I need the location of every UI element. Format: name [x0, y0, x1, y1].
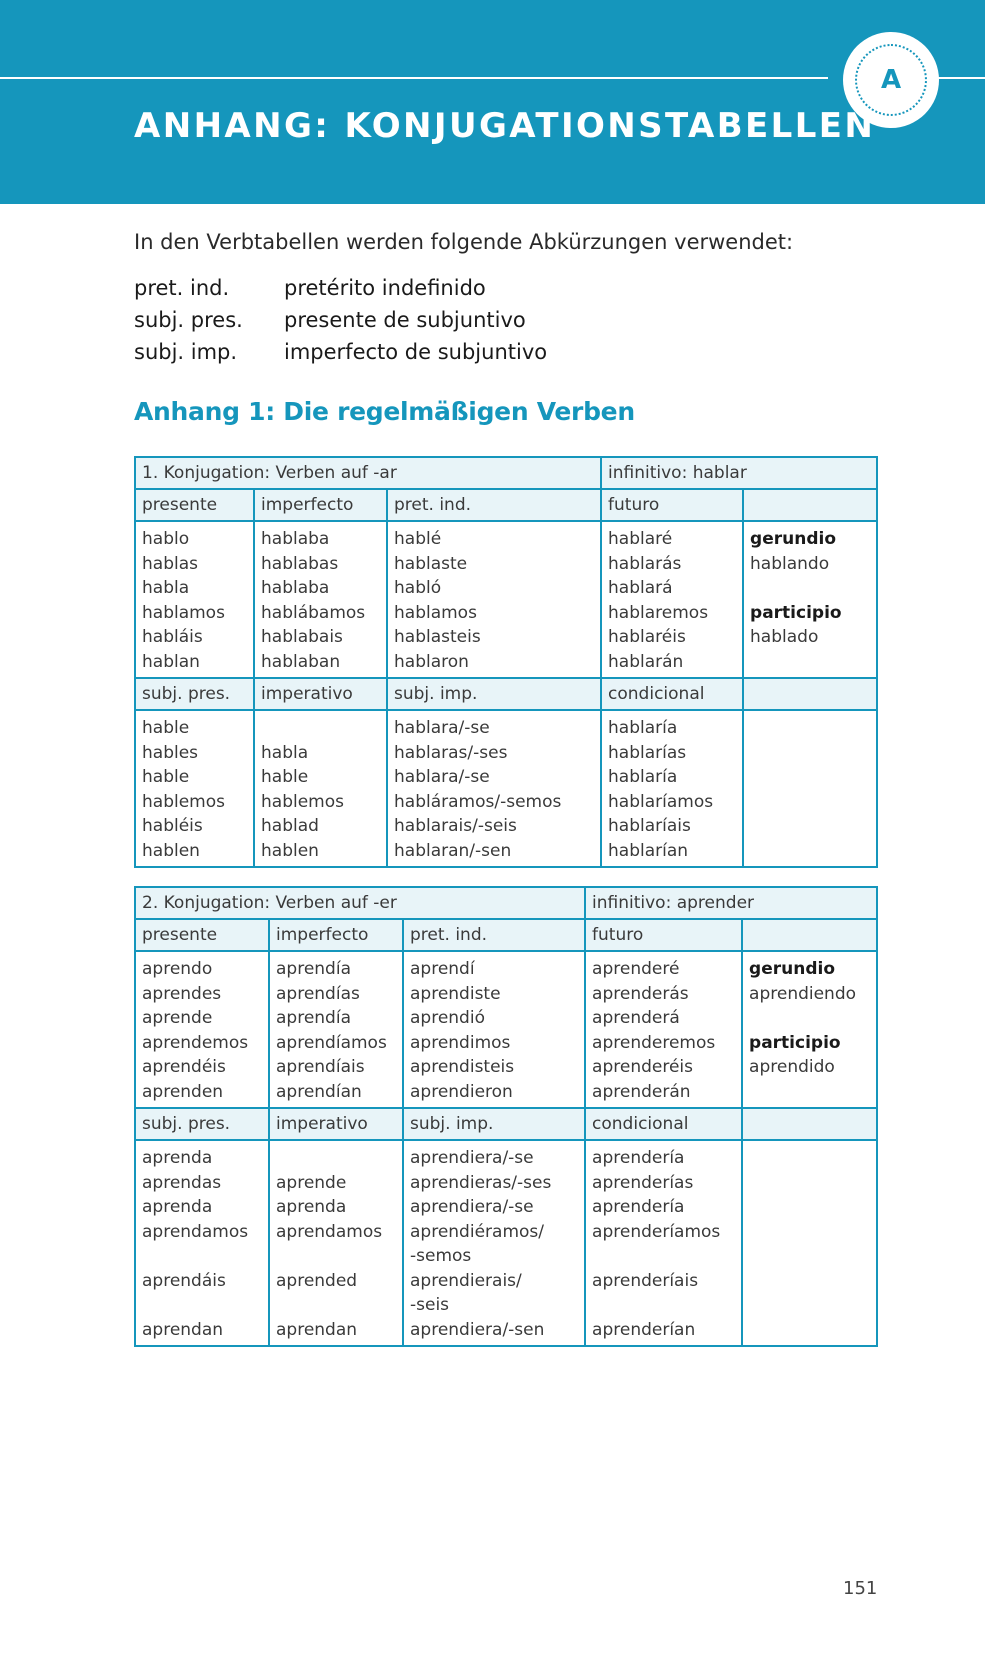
verb-form: hablan	[142, 651, 200, 672]
abbreviation-value: imperfecto de subjuntivo	[284, 340, 548, 364]
forms-cell	[135, 951, 269, 1108]
tense-header: imperativo	[269, 1108, 403, 1140]
verb-form: aprendisteis	[410, 1057, 515, 1077]
verb-form: aprende	[276, 1172, 347, 1193]
form-label: gerundio	[749, 959, 835, 979]
verb-form: aprended	[276, 1270, 358, 1291]
verb-form: aprenderían	[592, 1319, 696, 1340]
table-title: 2. Konjugation: Verben auf -er	[135, 887, 585, 919]
abbreviation-row	[134, 340, 834, 372]
verb-form: aprendáis	[142, 1270, 226, 1291]
verb-form: aprendería	[592, 1148, 685, 1168]
abbreviation-row	[134, 308, 834, 340]
forms-cell	[254, 710, 387, 867]
verb-form: aprendía	[276, 959, 351, 979]
verb-form: aprenderías	[592, 1172, 694, 1193]
verb-form: aprenda	[276, 1197, 347, 1217]
forms-cell	[135, 1140, 269, 1346]
verb-form: aprendo	[142, 959, 213, 979]
tense-header-row	[135, 919, 877, 951]
verb-form: hable	[142, 767, 190, 787]
verb-form	[276, 1146, 396, 1171]
form-label: participio	[749, 1032, 841, 1053]
verb-form: aprendamos	[142, 1221, 249, 1242]
verb-form: hables	[142, 742, 199, 763]
verb-form: hablando	[750, 553, 830, 574]
verb-form: -semos	[410, 1246, 472, 1266]
verb-form	[276, 1293, 396, 1318]
forms-row	[135, 710, 877, 867]
verb-form: hablara/-se	[394, 767, 490, 787]
verb-form	[749, 1006, 870, 1031]
forms-cell	[269, 951, 403, 1108]
verb-form: hablaban	[261, 651, 341, 672]
tense-header	[743, 489, 877, 521]
verb-form: hablarían	[608, 840, 689, 861]
forms-cell	[403, 1140, 585, 1346]
verb-form: aprendiste	[410, 983, 501, 1004]
verb-form: -seis	[410, 1295, 450, 1315]
banner-rule	[0, 77, 828, 79]
verb-form: aprendemos	[142, 1032, 249, 1053]
tense-header: subj. imp.	[403, 1108, 585, 1140]
verb-form: aprenderás	[592, 983, 689, 1004]
verb-form: aprendíamos	[276, 1032, 387, 1053]
verb-form: aprendas	[142, 1172, 222, 1193]
verb-form: aprendían	[276, 1081, 362, 1102]
verb-form: aprendimos	[410, 1032, 511, 1053]
tense-header: subj. pres.	[135, 678, 254, 710]
forms-row	[135, 521, 877, 678]
verb-form: hablaréis	[608, 627, 686, 647]
tense-header	[743, 678, 877, 710]
verb-form: aprenda	[142, 1148, 213, 1168]
tense-header: imperfecto	[254, 489, 387, 521]
verb-form: hablas	[142, 553, 198, 574]
abbreviation-key: pret. ind.	[134, 276, 230, 300]
forms-row	[135, 1140, 877, 1346]
verb-form: aprendiera/-se	[410, 1148, 534, 1168]
verb-form	[261, 716, 380, 741]
verb-form	[592, 1293, 735, 1318]
tense-header: condicional	[601, 678, 743, 710]
verb-form	[592, 1244, 735, 1269]
verb-form: aprende	[142, 1008, 213, 1028]
tense-header	[742, 919, 877, 951]
verb-form: aprendéis	[142, 1057, 226, 1077]
forms-cell	[403, 951, 585, 1108]
verb-form: hablaremos	[608, 602, 709, 623]
forms-cell	[135, 521, 254, 678]
form-label: participio	[750, 602, 842, 623]
verb-form: hablaste	[394, 553, 468, 574]
verb-form: hablaba	[261, 529, 330, 549]
verb-form: aprenderé	[592, 959, 680, 979]
banner-rule-right	[938, 77, 985, 79]
tense-header: subj. imp.	[387, 678, 601, 710]
table-title-row	[135, 457, 877, 489]
abbreviation-list	[134, 276, 834, 372]
verb-form: hablasteis	[394, 627, 481, 647]
forms-cell	[135, 710, 254, 867]
verb-form: aprendierais/	[410, 1270, 522, 1291]
verb-form: aprendió	[410, 1008, 485, 1028]
form-label: gerundio	[750, 529, 836, 549]
tense-header: presente	[135, 489, 254, 521]
forms-cell	[742, 951, 877, 1108]
verb-form: aprendamos	[276, 1221, 383, 1242]
tense-header: imperfecto	[269, 919, 403, 951]
tense-header: futuro	[585, 919, 742, 951]
forms-cell	[585, 1140, 742, 1346]
tense-header	[742, 1108, 877, 1140]
section-heading: Anhang 1: Die regelmäßigen Verben	[134, 397, 635, 426]
forms-cell	[743, 710, 877, 867]
tense-header: futuro	[601, 489, 743, 521]
abbreviation-key: subj. pres.	[134, 308, 243, 332]
page-title: ANHANG: KONJUGATIONSTABELLEN	[134, 106, 876, 146]
forms-cell	[269, 1140, 403, 1346]
verb-form	[750, 576, 870, 601]
tense-header: condicional	[585, 1108, 742, 1140]
verb-form: habléis	[142, 816, 203, 836]
verb-form: aprenderíamos	[592, 1221, 721, 1242]
verb-form: aprendieron	[410, 1081, 513, 1102]
verb-form: hablarías	[608, 742, 687, 763]
table-infinitive: infinitivo: hablar	[601, 457, 877, 489]
verb-form	[276, 1244, 396, 1269]
verb-form: hablaran/-sen	[394, 840, 512, 861]
verb-form: hablarás	[608, 553, 682, 574]
verb-form: hablaría	[608, 767, 678, 787]
tense-header: subj. pres.	[135, 1108, 269, 1140]
verb-form: hable	[261, 767, 309, 787]
verb-form: aprendes	[142, 983, 222, 1004]
table-title-row	[135, 887, 877, 919]
verb-form: aprendiéramos/	[410, 1221, 544, 1242]
verb-form: aprendería	[592, 1197, 685, 1217]
abbreviation-value: presente de subjuntivo	[284, 308, 526, 332]
verb-form: hablaría	[608, 718, 678, 738]
verb-form: aprendíais	[276, 1057, 365, 1077]
verb-form: aprendido	[749, 1057, 835, 1077]
verb-form: aprendiendo	[749, 983, 857, 1004]
verb-form: aprendiera/-sen	[410, 1319, 545, 1340]
verb-form: aprendieras/-ses	[410, 1172, 552, 1193]
verb-form: aprenderéis	[592, 1057, 693, 1077]
verb-form: hablé	[394, 529, 442, 549]
forms-cell	[254, 521, 387, 678]
verb-form: aprendan	[276, 1319, 358, 1340]
verb-form: habláis	[142, 627, 203, 647]
verb-form: hablara/-se	[394, 718, 490, 738]
badge-letter: A	[880, 65, 902, 95]
page-number: 151	[843, 1578, 878, 1599]
forms-cell	[742, 1140, 877, 1346]
verb-form: hablamos	[394, 602, 477, 623]
verb-form: hablabas	[261, 553, 339, 574]
verb-form: hablaras/-ses	[394, 742, 508, 763]
verb-form: hablo	[142, 529, 190, 549]
verb-form: aprenderíais	[592, 1270, 699, 1291]
verb-form: habla	[142, 578, 190, 598]
verb-form: hablaba	[261, 578, 330, 598]
verb-form: hablen	[142, 840, 200, 861]
verb-form: hablarais/-seis	[394, 816, 517, 836]
verb-form: hablabais	[261, 627, 343, 647]
verb-form: hablemos	[261, 791, 344, 812]
verb-form	[142, 1244, 262, 1269]
verb-form: hablaríamos	[608, 791, 714, 812]
verb-form: aprendías	[276, 983, 360, 1004]
verb-form: hablen	[261, 840, 319, 861]
verb-form: hablaré	[608, 529, 673, 549]
verb-form: hablado	[750, 627, 819, 647]
forms-row	[135, 951, 877, 1108]
tense-header: imperativo	[254, 678, 387, 710]
abbreviation-row	[134, 276, 834, 308]
verb-form	[142, 1293, 262, 1318]
verb-form: habláramos/-semos	[394, 791, 562, 812]
verb-form: aprendan	[142, 1319, 224, 1340]
verb-form: aprenderán	[592, 1081, 691, 1102]
verb-form: aprenda	[142, 1197, 213, 1217]
conjugation-table-ar	[134, 456, 878, 868]
tense-header-row	[135, 489, 877, 521]
verb-form: aprendí	[410, 959, 475, 979]
forms-cell	[387, 521, 601, 678]
verb-form: hablaríais	[608, 816, 691, 836]
verb-form: hable	[142, 718, 190, 738]
forms-cell	[601, 710, 743, 867]
verb-form: aprendía	[276, 1008, 351, 1028]
verb-form: hablábamos	[261, 602, 366, 623]
verb-form: hablará	[608, 578, 673, 598]
header-banner	[0, 0, 985, 204]
tense-header: pret. ind.	[387, 489, 601, 521]
intro-text: In den Verbtabellen werden folgende Abkürzungen verwendet:	[134, 230, 794, 254]
table-infinitive: infinitivo: aprender	[585, 887, 877, 919]
conjugation-table-er	[134, 886, 878, 1347]
verb-form: aprenderá	[592, 1008, 680, 1028]
tense-header: presente	[135, 919, 269, 951]
table-title: 1. Konjugation: Verben auf -ar	[135, 457, 601, 489]
tense-header-row	[135, 678, 877, 710]
forms-cell	[601, 521, 743, 678]
verb-form: hablarán	[608, 651, 684, 672]
forms-cell	[387, 710, 601, 867]
abbreviation-value: pretérito indefinido	[284, 276, 486, 300]
verb-form: aprendiera/-se	[410, 1197, 534, 1217]
verb-form: aprenden	[142, 1081, 224, 1102]
tense-header-row	[135, 1108, 877, 1140]
forms-cell	[743, 521, 877, 678]
verb-form: habló	[394, 578, 442, 598]
verb-form: hablamos	[142, 602, 225, 623]
tense-header: pret. ind.	[403, 919, 585, 951]
verb-form: habla	[261, 742, 309, 763]
verb-form: hablemos	[142, 791, 225, 812]
forms-cell	[585, 951, 742, 1108]
verb-form: hablaron	[394, 651, 469, 672]
abbreviation-key: subj. imp.	[134, 340, 238, 364]
verb-form: hablad	[261, 816, 319, 836]
verb-form: aprenderemos	[592, 1032, 716, 1053]
